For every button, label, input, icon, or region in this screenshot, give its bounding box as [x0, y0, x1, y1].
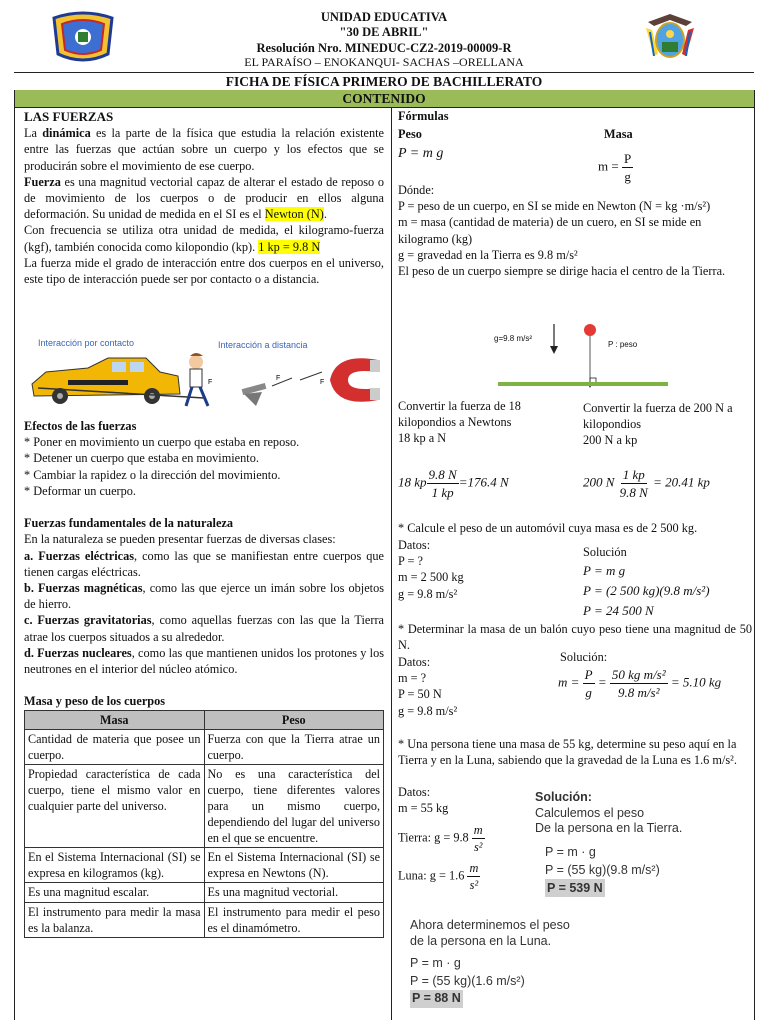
fund-item-nucleares: d. Fuerzas nucleares, como las que mantienen unidos los protones y los neutrones en el interior del núcleo atómico.: [24, 645, 385, 677]
paragraph-fuerza: Fuerza es una magnitud vectorial capaz de alterar el estado de reposo o de movimiento de los cuerpos o de producir en ellos alguna deformación. Su unidad de medida en el SI es el Newton (N).: [24, 174, 384, 222]
header-location: EL PARAÍSO – ENOKANQUI- SACHAS –ORELLANA: [244, 55, 524, 69]
magnet-illustration: [236, 350, 386, 410]
example-3-earth: Tierra: g = 9.8 $\frac{m}{\text{s²}}$: [398, 823, 483, 855]
table-row: [25, 883, 384, 902]
section-title-fundamentales: Fuerzas fundamentales de la naturaleza: [24, 516, 234, 531]
efecto-3: * Cambiar la rapidez o la dirección del movimiento.: [24, 467, 281, 482]
label-contact: Interacción por contacto: [38, 338, 135, 348]
header-resolution: Resolución Nro. MINEDUC-CZ2-2019-00009-R: [256, 41, 512, 55]
table-cell: El instrumento para medir la masa es la balanza.: [25, 902, 205, 937]
formula-peso-title: Peso: [398, 127, 422, 141]
peso-direction: El peso de un cuerpo siempre se dirige hacia el centro de la Tierra.: [398, 264, 726, 279]
figure-g-label: g=9.8 m/s²: [494, 334, 533, 343]
solution-3-moon-block: Ahora determinemos el peso de la persona en la Luna. P = m · g P = (55 kg)(1.6 m/s²) P = 88 N: [410, 918, 740, 1008]
paragraph-dinamica: La dinámica es la parte de la física que estudia la relación existente entre las fuerzas que actúan sobre un cuerpo y los efectos que se producirán sobre el movimiento de ese cuerpo.: [24, 126, 384, 173]
conversion-1: [398, 398, 568, 447]
paragraph-kilopondio: Con frecuencia se utiliza otra unidad de medida, el kilogramo-fuerza (kgf), también conocida como kilopondio (kp). 1 kp = 9.8 N: [24, 223, 384, 254]
conversion-1-equation: 18 kp $\frac{9.8 N}{1 kp}$ =176.4 N: [398, 467, 509, 501]
svg-text:F: F: [320, 379, 325, 386]
fund-item-electricas: a. Fuerzas eléctricas, como las que se manifiestan entre cuerpos que tienen cargas eléctricas.: [24, 548, 384, 579]
conversion-1-subtitle: 18 kp a N: [398, 431, 447, 446]
section-title-fuerzas: LAS FUERZAS: [24, 109, 114, 124]
efecto-2: * Detener un cuerpo que estaba en movimiento.: [24, 451, 259, 466]
formula-masa-title: Masa: [604, 127, 633, 141]
donde-label: Dónde:: [398, 183, 435, 197]
example-3-mass: m = 55 kg: [398, 801, 449, 815]
left-column: [24, 108, 384, 287]
table-header-peso: Peso: [204, 710, 384, 729]
section-title-efectos: Efectos de las fuerzas: [24, 419, 137, 433]
conversion-2-subtitle: 200 N a kp: [583, 433, 638, 448]
table-cell: Fuerza con que la Tierra atrae un cuerpo.: [204, 729, 384, 764]
gravity-figure: [494, 318, 674, 390]
table-cell: No es una característica del cuerpo, tiene diferentes valores para un mismo cuerpo, dependiendo del lugar del universo en el que se encuentre.: [204, 764, 384, 847]
label-distance: Interacción a distancia: [218, 340, 308, 350]
fund-item-magneticas: b. Fuerzas magnéticas, como las que ejerce un imán sobre los objetos de hierro.: [24, 580, 384, 612]
header-name: "30 DE ABRIL": [339, 25, 429, 39]
table-cell: En el Sistema Internacional (SI) se expresa en kilogramos (kg).: [25, 848, 205, 883]
example-2-question: * Determinar la masa de un balón cuyo peso tiene una magnitud de 50 N.: [398, 622, 752, 653]
table-cell: Propiedad característica de cada cuerpo, tiene el mismo valor en cualquier parte del universo.: [25, 764, 205, 847]
header-school: UNIDAD EDUCATIVA: [320, 10, 448, 24]
table-cell: Cantidad de materia que posee un cuerpo.: [25, 729, 205, 764]
ecuador-coat-of-arms: [640, 6, 700, 66]
frame-right: [754, 90, 755, 1020]
formula-masa: m = $\frac{P}{g}$: [598, 151, 632, 185]
frame-left: [14, 90, 15, 1020]
example-2-data: Datos: m = ? P = 50 N g = 9.8 m/s²: [398, 655, 458, 718]
table-header-masa: Masa: [25, 710, 205, 729]
definition-p: P = peso de un cuerpo, en SI se mide en Newton (N = kg ·m/s²): [398, 199, 711, 214]
example-1-steps: P = m g P = (2 500 kg)(9.8 m/s²) P = 24 500 N: [583, 563, 710, 619]
example-1-data: Datos: P = ? m = 2 500 kg g = 9.8 m/s²: [398, 538, 464, 601]
school-logo: [48, 10, 118, 62]
table-row: [25, 848, 384, 883]
solution-3-block: Solución: Calculemos el peso De la persona en la Tierra. P = m · g P = (55 kg)(9.8 m/s²) P = 539 N: [535, 790, 750, 897]
sheet-title: FICHA DE FÍSICA PRIMERO DE BACHILLERATO: [14, 72, 754, 91]
masa-peso-table: [24, 710, 384, 938]
conversion-2-equation: 200 N $\frac{1 kp}{9.8 N}$ = 20.41 kp: [583, 467, 710, 501]
example-2-solution-label: Solución:: [560, 650, 608, 664]
example-3-question: * Una persona tiene una masa de 55 kg, determine su peso aquí en la Tierra y en la Luna, sabiendo que la gravedad de la Luna es 1.6 m/s².: [398, 737, 737, 768]
conversion-1-title: Convertir la fuerza de 18 kilopondios a Newtons: [398, 399, 521, 430]
conversion-2: [583, 400, 753, 449]
fund-intro: En la naturaleza se pueden presentar fuerzas de diversas clases:: [24, 532, 336, 547]
formula-peso: P = m g: [398, 146, 444, 161]
table-header-row: [25, 710, 384, 729]
example-1-solution-label: Solución: [583, 545, 627, 559]
efecto-4: * Deformar un cuerpo.: [24, 483, 136, 498]
table-row: [25, 902, 384, 937]
table-cell: El instrumento para medir el peso es el dinamómetro.: [204, 902, 384, 937]
section-title-masa-peso: Masa y peso de los cuerpos: [24, 694, 166, 709]
definition-g: g = gravedad en la Tierra es 9.8 m/s²: [398, 247, 578, 262]
efecto-1: * Poner en movimiento un cuerpo que estaba en reposo.: [24, 435, 300, 450]
example-3-moon: Luna: g = 1.6 $\frac{m}{\text{s²}}$: [398, 861, 479, 893]
table-cell: En el Sistema Internacional (SI) se expresa en Newtons (N).: [204, 848, 384, 883]
contact-illustration: [28, 350, 218, 412]
example-1-question: * Calcule el peso de un automóvil cuya masa es de 2 500 kg.: [398, 521, 698, 535]
example-2-equation: m = $\frac{P}{g}$ = $\frac{\text{50 kg m/s²}}{\text{9.8 m/s²}}$ = 5.10 kg: [558, 667, 722, 701]
definitions: [398, 182, 748, 279]
section-title-formulas: Fórmulas: [398, 109, 449, 123]
paragraph-interaccion: La fuerza mide el grado de interacción entre dos cuerpos en el universo, este tipo de interacción puede ser por contacto o a distancia.: [24, 255, 384, 287]
table-row: [25, 764, 384, 847]
fund-item-gravitatorias: c. Fuerzas gravitatorias, como aquellas fuerzas con las que la Tierra atrae los cuerpos situados a su alrededor.: [24, 613, 384, 644]
table-cell: Es una magnitud escalar.: [25, 883, 205, 902]
left-column-lower: [24, 418, 384, 938]
figure-p-label: P : peso: [608, 340, 638, 349]
definition-m: m = masa (cantidad de materia) de un cuero, en SI se mide en kilogramo (kg): [398, 215, 702, 246]
table-row: [25, 729, 384, 764]
table-cell: Es una magnitud vectorial.: [204, 883, 384, 902]
content-bar: CONTENIDO: [14, 90, 754, 108]
example-3-datos: Datos:: [398, 785, 431, 799]
svg-text:F: F: [208, 379, 213, 386]
conversion-2-title: Convertir la fuerza de 200 N a kilopondios: [583, 401, 733, 432]
frame-divider: [391, 107, 392, 1020]
svg-text:F: F: [276, 375, 281, 382]
